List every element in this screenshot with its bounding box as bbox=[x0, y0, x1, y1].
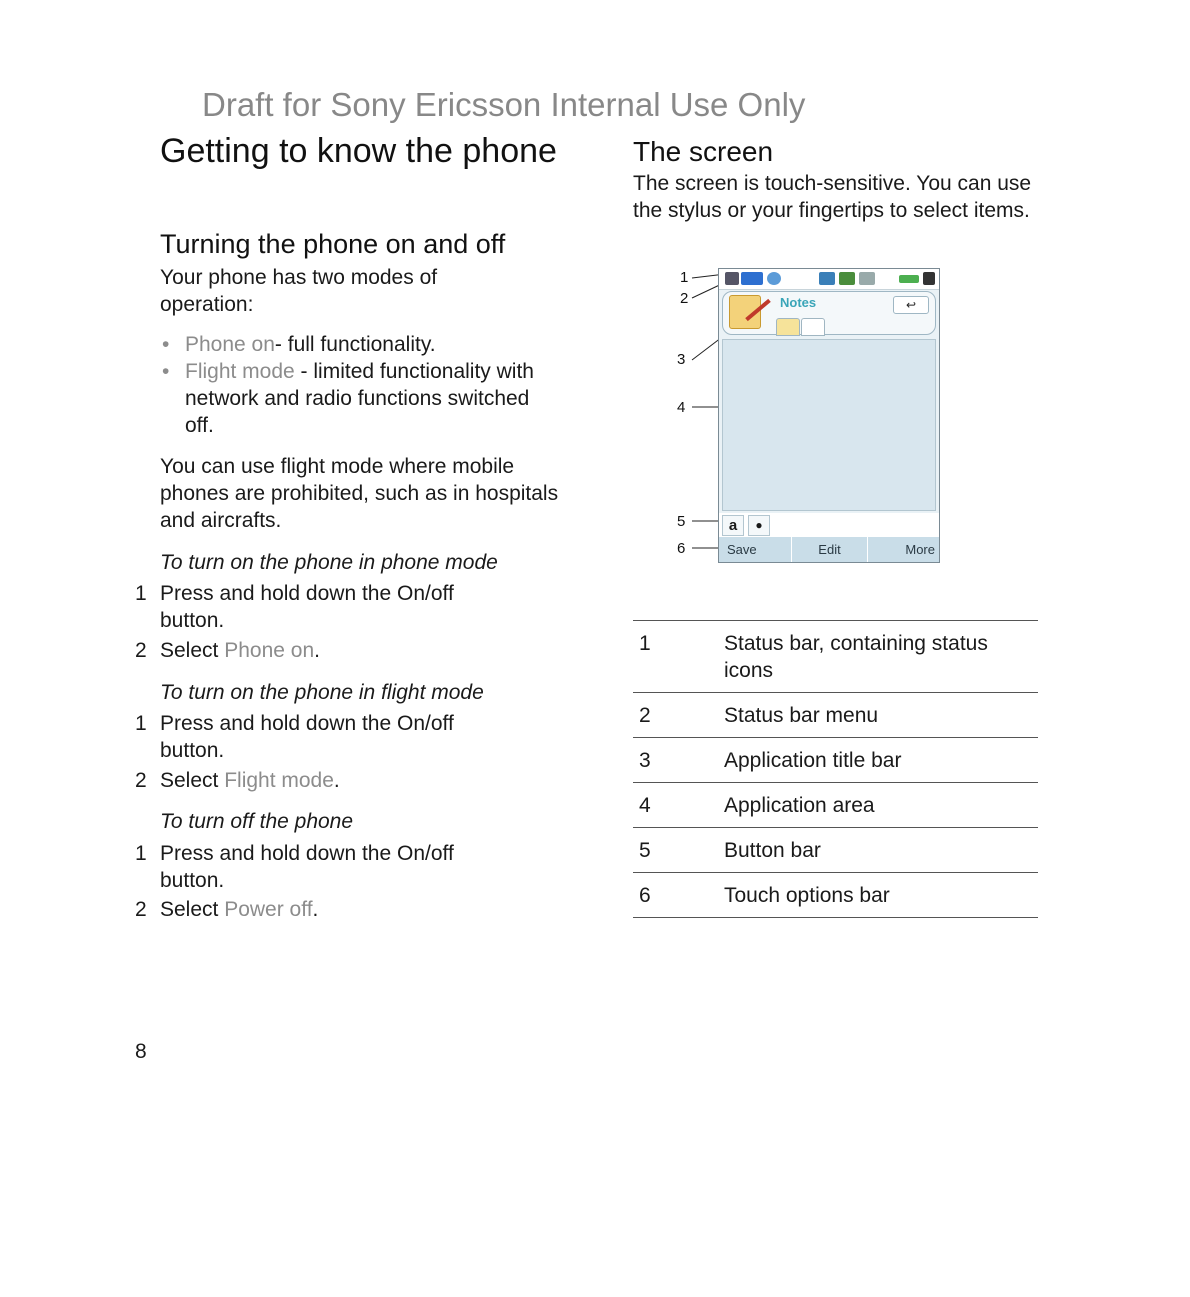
application-title-bar bbox=[722, 291, 936, 335]
list-item bbox=[160, 331, 560, 358]
procedure-step bbox=[0, 710, 560, 770]
step-highlight: Phone on bbox=[224, 639, 315, 662]
legend-description: Touch options bar bbox=[718, 873, 1038, 918]
table-row bbox=[633, 738, 1038, 783]
procedure-step bbox=[0, 580, 560, 640]
mode-desc: - full functionality. bbox=[274, 333, 436, 356]
save-option[interactable]: Save bbox=[719, 537, 792, 563]
callout-label: 1 bbox=[680, 269, 689, 286]
app-title: Notes bbox=[780, 295, 817, 310]
more-option[interactable]: More bbox=[905, 542, 935, 557]
step-text: Select Phone on. bbox=[160, 639, 320, 662]
table-row bbox=[633, 873, 1038, 918]
signal-icon bbox=[741, 272, 763, 285]
button-bar bbox=[719, 513, 939, 537]
procedure-heading: To turn on the phone in flight mode bbox=[160, 681, 484, 704]
legend-description: Application area bbox=[718, 783, 1038, 828]
connectivity-icon bbox=[923, 272, 935, 285]
edit-icon bbox=[839, 272, 855, 285]
legend-number: 3 bbox=[633, 738, 718, 783]
screen-section-title: The screen bbox=[633, 136, 774, 167]
screen-legend-table bbox=[633, 620, 1038, 918]
step-number: 1 bbox=[135, 712, 147, 735]
record-button[interactable]: ● bbox=[748, 515, 770, 536]
legend-number: 2 bbox=[633, 693, 718, 738]
callout-label: 5 bbox=[677, 513, 686, 530]
status-bar[interactable] bbox=[719, 269, 939, 290]
table-row bbox=[633, 693, 1038, 738]
battery-icon bbox=[899, 275, 919, 283]
step-number: 1 bbox=[135, 582, 147, 605]
modes-list bbox=[160, 331, 560, 439]
tab-notes[interactable] bbox=[776, 318, 800, 336]
step-highlight: Flight mode bbox=[224, 769, 334, 792]
legend-description: Button bar bbox=[718, 828, 1038, 873]
step-number: 1 bbox=[135, 842, 147, 865]
procedure-heading: To turn on the phone in phone mode bbox=[160, 551, 498, 574]
step-text: Press and hold down the On/off button. bbox=[160, 842, 454, 892]
table-row bbox=[633, 783, 1038, 828]
legend-number: 5 bbox=[633, 828, 718, 873]
table-row bbox=[633, 828, 1038, 873]
section-title: Turning the phone on and off bbox=[160, 229, 506, 259]
edit-option[interactable]: Edit bbox=[792, 537, 868, 563]
procedure-step bbox=[0, 637, 560, 667]
flight-note: You can use flight mode where mobile phones are prohibited, such as in hospitals and aircrafts. bbox=[160, 455, 559, 532]
mode-desc: - limited functionality with network and radio functions switched off. bbox=[185, 360, 534, 437]
page-number: 8 bbox=[135, 1040, 147, 1063]
procedure-step bbox=[0, 840, 560, 900]
procedure-step bbox=[0, 896, 560, 926]
step-highlight: Power off bbox=[224, 898, 313, 921]
callout-label: 2 bbox=[680, 290, 689, 307]
table-row bbox=[633, 621, 1038, 693]
network-icon bbox=[767, 272, 781, 285]
step-number: 2 bbox=[135, 898, 147, 921]
back-button[interactable]: ↩ bbox=[893, 296, 929, 314]
list-item bbox=[160, 358, 560, 439]
legend-description: Application title bar bbox=[718, 738, 1038, 783]
screen-intro: The screen is touch-sensitive. You can use the stylus or your fingertips to select items. bbox=[633, 172, 1032, 222]
step-number: 2 bbox=[135, 769, 147, 792]
legend-number: 4 bbox=[633, 783, 718, 828]
step-text: Select Power off. bbox=[160, 898, 319, 921]
procedure-heading: To turn off the phone bbox=[160, 810, 354, 833]
keyboard-icon bbox=[859, 272, 875, 285]
intro-text: Your phone has two modes of operation: bbox=[160, 266, 438, 316]
procedure-step bbox=[0, 767, 560, 797]
text-mode-button[interactable]: a bbox=[722, 515, 744, 536]
phone-screen bbox=[718, 268, 940, 563]
step-text: Select Flight mode. bbox=[160, 769, 340, 792]
step-text: Press and hold down the On/off button. bbox=[160, 712, 454, 762]
callout-label: 4 bbox=[677, 399, 686, 416]
touch-options-bar bbox=[719, 537, 939, 563]
application-area[interactable] bbox=[722, 339, 936, 511]
step-number: 2 bbox=[135, 639, 147, 662]
legend-description: Status bar, containing status icons bbox=[718, 621, 1038, 693]
callout-label: 3 bbox=[677, 351, 686, 368]
page-title: Getting to know the phone bbox=[160, 132, 557, 170]
menu-icon[interactable] bbox=[725, 272, 739, 285]
legend-number: 1 bbox=[633, 621, 718, 693]
tab-edit[interactable] bbox=[801, 318, 825, 336]
legend-number: 6 bbox=[633, 873, 718, 918]
legend-description: Status bar menu bbox=[718, 693, 1038, 738]
step-text: Press and hold down the On/off button. bbox=[160, 582, 454, 632]
draft-watermark: Draft for Sony Ericsson Internal Use Only bbox=[202, 86, 806, 123]
mode-name: Flight mode bbox=[185, 360, 295, 383]
text-input-icon bbox=[819, 272, 835, 285]
mode-name: Phone on bbox=[185, 333, 275, 356]
callout-label: 6 bbox=[677, 540, 686, 557]
